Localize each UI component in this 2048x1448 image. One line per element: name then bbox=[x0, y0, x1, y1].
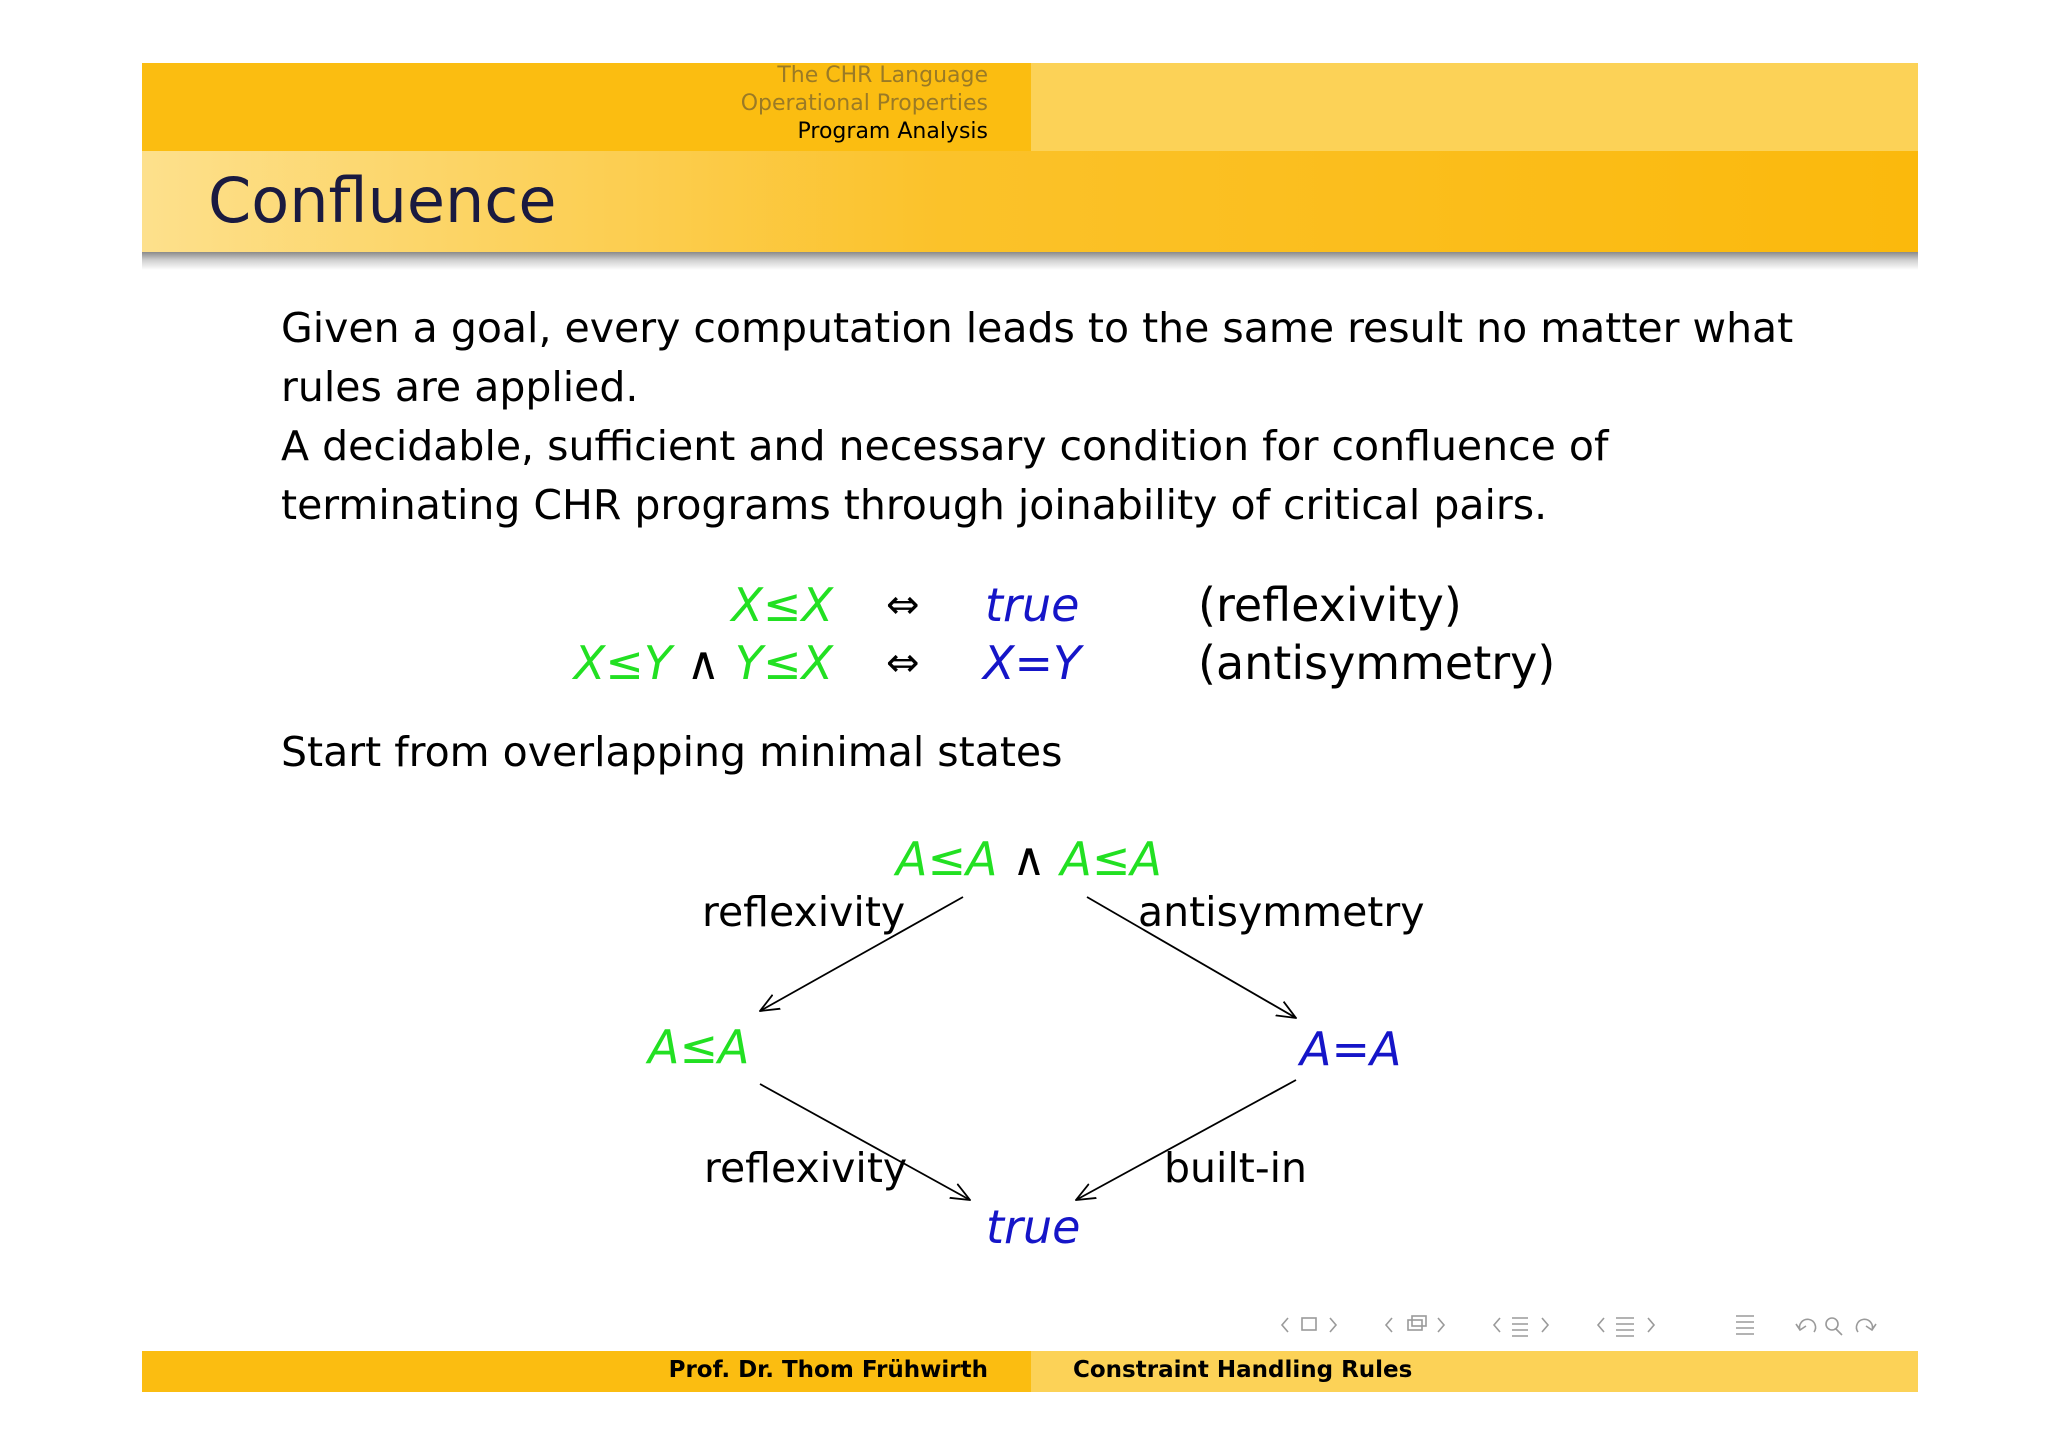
rule-2-name: (antisymmetry) bbox=[1198, 636, 1556, 690]
edge-label-top-right: antisymmetry bbox=[1138, 888, 1425, 936]
nav-item-program-analysis[interactable]: Program Analysis bbox=[797, 119, 988, 144]
slide-title: Confluence bbox=[208, 164, 557, 237]
rule-1-operator: ⇔ bbox=[886, 582, 920, 628]
footer-course: Constraint Handling Rules bbox=[1073, 1357, 1413, 1383]
next-frame-icon bbox=[1330, 1318, 1336, 1332]
nav-item-operational-properties[interactable]: Operational Properties bbox=[740, 91, 988, 116]
footer-author: Prof. Dr. Thom Frühwirth bbox=[668, 1357, 988, 1383]
start-text: Start from overlapping minimal states bbox=[281, 728, 1063, 776]
document-nav-group[interactable] bbox=[1598, 1318, 1654, 1336]
paragraph-2-line-1: A decidable, sufficient and necessary condition for confluence of bbox=[281, 422, 1609, 470]
paragraph-1-line-1: Given a goal, every computation leads to the same result no matter what bbox=[281, 304, 1794, 352]
diagram-node-left: A≤A bbox=[648, 1020, 750, 1074]
beamer-navigation bbox=[1280, 1310, 1910, 1340]
rule-2-body: X=Y bbox=[983, 636, 1082, 690]
rule-2-head-conjunction: ∧ bbox=[686, 636, 721, 690]
forward-icon[interactable] bbox=[1856, 1319, 1876, 1332]
frame-icon bbox=[1302, 1318, 1316, 1330]
rule-1-name: (reflexivity) bbox=[1198, 578, 1462, 632]
rule-1-body: true bbox=[985, 578, 1080, 632]
search-icon[interactable] bbox=[1826, 1318, 1838, 1330]
rule-1-head-constraint: X≤X bbox=[731, 578, 833, 632]
paragraph-1-line-2: rules are applied. bbox=[281, 363, 639, 411]
back-icon[interactable] bbox=[1796, 1319, 1816, 1332]
diagram-top-conjunction: ∧ bbox=[1012, 832, 1046, 886]
diagram-node-top bbox=[896, 832, 1162, 886]
prev-subsection-icon bbox=[1386, 1318, 1392, 1332]
subsection-nav-group[interactable] bbox=[1386, 1316, 1444, 1332]
diagram-node-right: A=A bbox=[1300, 1022, 1402, 1076]
diagram-node-bottom: true bbox=[986, 1200, 1081, 1254]
next-document-icon bbox=[1648, 1318, 1654, 1332]
next-subsection-icon bbox=[1438, 1318, 1444, 1332]
prev-document-icon bbox=[1598, 1318, 1604, 1332]
frame-nav-group[interactable] bbox=[1282, 1318, 1336, 1332]
paragraph-2-line-2: terminating CHR programs through joinability of critical pairs. bbox=[281, 481, 1548, 529]
section-nav-group[interactable] bbox=[1494, 1318, 1548, 1336]
rule-2-head-constraint-2: Y≤X bbox=[734, 636, 833, 690]
rule-2-head-constraint-1: X≤Y bbox=[573, 636, 672, 690]
prev-section-icon bbox=[1494, 1318, 1500, 1332]
edge-label-bottom-left: reflexivity bbox=[704, 1144, 908, 1192]
nav-item-chr-language[interactable]: The CHR Language bbox=[777, 63, 988, 88]
next-section-icon bbox=[1542, 1318, 1548, 1332]
rule-2-operator: ⇔ bbox=[886, 640, 920, 686]
diagram-top-constraint-2: A≤A bbox=[1060, 832, 1162, 886]
edge-label-bottom-right: built-in bbox=[1164, 1144, 1308, 1192]
edge-label-top-left: reflexivity bbox=[702, 888, 906, 936]
diagram-top-constraint-1: A≤A bbox=[896, 832, 998, 886]
toc-icon[interactable] bbox=[1736, 1316, 1754, 1334]
prev-frame-icon bbox=[1282, 1318, 1288, 1332]
